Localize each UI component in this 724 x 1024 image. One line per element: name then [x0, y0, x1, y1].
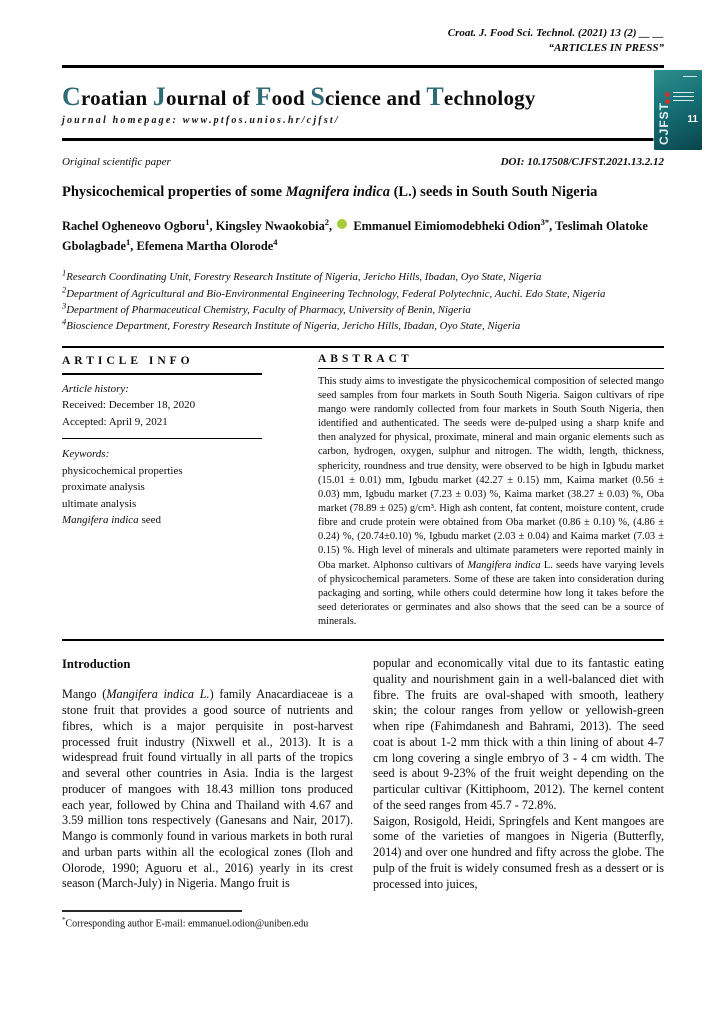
abstract-text: This study aims to investigate the physicochemical composition of selected mango seed samples from four markets in South South Nigeria. Saigon cultivars of ripe mango were randomly collected from four markets in South South Nigeria, then identified and authenticated. The seeds were de-pulped using a sharp knife and then analyzed for physical, proximate, mineral and main organic elements such as carbon, hydrogen, oxygen, sulphur and nitrogen. The width, length, thickness, sphericity, roundness and true density, were observed to be high in Igbudu market (15.01 ± 0.01) mm, Igbudu market (42.27 ± 0.15) mm, Kaima market (0.56 ± 0.03) mm, Igbudu market (7.23 ± 0.03) %, Kaima market (38.27 ± 0.03) %, Oba market (78.89 ± 025) g/cm³. High ash content, fat content, moisture content, crude fibre and crude protein were obtained from Oba market (0.86 ± 0.10) %, (4.86 ± 0.24) %, (20.74±0.10) %, Igbudu market (2.03 ± 0.04) and Kaima market (7.03 ± 0.15) %. High level of minerals and ultimate parameters were reported mainly in Oba market. Alphonso cultivars of Mangifera indica L. seeds have varying levels of physicochemical parameters. Some of these are taken into consideration during packaging and sorting, while others could determine how long it takes before the seed deteriorates or germinates and also shows that the seed can be a source of minerals. [318, 375, 665, 628]
author: Emmanuel Eimiomodebheki Odion$^{3*}$, [353, 217, 556, 234]
received-date: Received: December 18, 2020 [62, 399, 196, 412]
body-paragraph: Saigon, Rosigold, Heidi, Springfels and Kent mangoes are some of the varieties of mangoes in Nigeria (Butterfly, 2014) and over one hundred and fifty across the globe. The pulp of the fruit is widely consumed fresh as a dessert or is processed into juices, [373, 813, 664, 891]
affiliations [62, 269, 664, 335]
running-head [62, 26, 664, 56]
species-name: Mangifera indica [467, 559, 541, 571]
keyword: Mangifera indica seed [62, 514, 161, 527]
accepted-date: Accepted: April 9, 2021 [62, 415, 168, 428]
affiliation: $^3$Department of Pharmaceutical Chemistry, Faculty of Pharmacy, University of Benin, Nigeria [62, 300, 471, 316]
species-name: Mangifera indica L. [106, 687, 210, 702]
keyword: proximate analysis [62, 481, 145, 494]
info-divider [62, 438, 262, 439]
introduction-heading: Introduction [62, 657, 131, 672]
body-right-column [373, 656, 664, 892]
body-left-column [62, 656, 353, 892]
journal-title-initial: S [310, 81, 326, 111]
journal-title-initial: T [426, 81, 444, 111]
paper-title: Physicochemical properties of some Magnifera indica (L.) seeds in South South Nigeria [62, 184, 598, 201]
abstract-header: ABSTRACT [318, 352, 664, 369]
cover-issue-number: 11 [687, 113, 698, 125]
meta-row [62, 156, 664, 168]
doi-text: DOI: 10.17508/CJFST.2021.13.2.12 [500, 156, 664, 169]
journal-cover-thumbnail [654, 70, 702, 150]
journal-header [62, 65, 698, 145]
body-paragraph: popular and economically vital due to its fantastic eating quality and nourishment gain in a well-balanced diet with fibre. The fruits are oval-shaped with smooth, leathery skin; the colour ranges from yellow or yellowish-green when ripe (Fahimdanesh and Bahrami, 2013). The seed coat is about 1-2 mm thick with a thin lining of about 4-7 cm long covering a single embryo of 3 - 4 cm width. The seed is about 9-23% of the fruit weight depending on the particular cultivar (Kittiphoom, 2012). The kernel content of the seed ranges from 45.7 - 72.8%. [373, 656, 664, 812]
journal-title: Croatian Journal of Food Science and Technology [62, 81, 536, 111]
body-columns [62, 656, 664, 892]
author: Kingsley Nwaokobia$^2$, [215, 217, 336, 234]
cover-decoration [683, 76, 697, 78]
footnote-rule [62, 910, 242, 912]
paper-type-label: Original scientific paper [62, 156, 171, 169]
introduction-paragraph: Mango (Mangifera indica L.) family Anacardiaceae is a stone fruit that provides a good source of nutrients and fibres, which is a major perquisite in post-harvest processed fruit industry (Nixwell et al., 2013). It is a widespread fruit found virtually in all parts of the tropics and several other countries in Asia. India is the largest producer of mangoes with 18.43 million tons produced each year, followed by China and Thailand with 4.67 and 3.59 million tons respectively (Ganesans and Nair, 2017). Mango is commonly found in various markets in both rural and urban parts within all the ecological zones (Iloh and Olorode, 1990; Aguoru et al., 2016) yearly in its crest season (March-July) in Nigeria. Mango fruit is [62, 687, 353, 891]
footnote [62, 910, 664, 929]
author: Rachel Ogheneovo Ogboru$^1$, [62, 217, 216, 234]
keywords-label: Keywords: [62, 448, 110, 461]
article-info-column [62, 352, 262, 630]
author: Teslimah Olatoke Gbolagbade$^1$, [62, 219, 648, 254]
articles-in-press-label: “ARTICLES IN PRESS” [548, 41, 664, 54]
journal-title-initial: F [255, 81, 272, 111]
journal-title-initial: C [62, 81, 81, 111]
journal-title-initial: J [152, 81, 166, 111]
article-history-label: Article history: [62, 382, 129, 395]
affiliation: $^4$Bioscience Department, Forestry Research Institute of Nigeria, Jericho Hills, Ibadan, Oyo State, Nigeria [62, 316, 521, 333]
journal-homepage-link[interactable]: journal homepage: www.ptfos.unios.hr/cjfst/ [62, 115, 340, 127]
species-name: Magnifera indica [285, 184, 390, 201]
article-info-header: ARTICLE INFO [62, 352, 262, 375]
affiliation: $^1$Research Coordinating Unit, Forestry Research Institute of Nigeria, Jericho Hills, Ibadan, Oyo State, Nigeria [62, 267, 542, 284]
author: Efemena Martha Olorode$^4$ [136, 237, 278, 254]
citation-line: Croat. J. Food Sci. Technol. (2021) 13 (2) __ __ [447, 27, 664, 39]
keyword: ultimate analysis [62, 497, 137, 510]
cover-title-lines [673, 92, 694, 104]
authors-line [62, 217, 664, 257]
affiliation: $^2$Department of Agricultural and Bio-Environmental Engineering Technology, Federal Polytechnic, Auchi. Edo State, Nigeria [62, 283, 606, 300]
cover-red-dot [665, 92, 670, 97]
keyword: physicochemical properties [62, 464, 183, 477]
cover-spine-text: CJFST [657, 101, 671, 145]
abstract-column [318, 352, 664, 630]
orcid-icon[interactable] [337, 219, 347, 229]
article-info-abstract-table [62, 346, 664, 642]
corresponding-author-note: *Corresponding author E-mail: emmanuel.odion@uniben.edu [62, 916, 309, 930]
